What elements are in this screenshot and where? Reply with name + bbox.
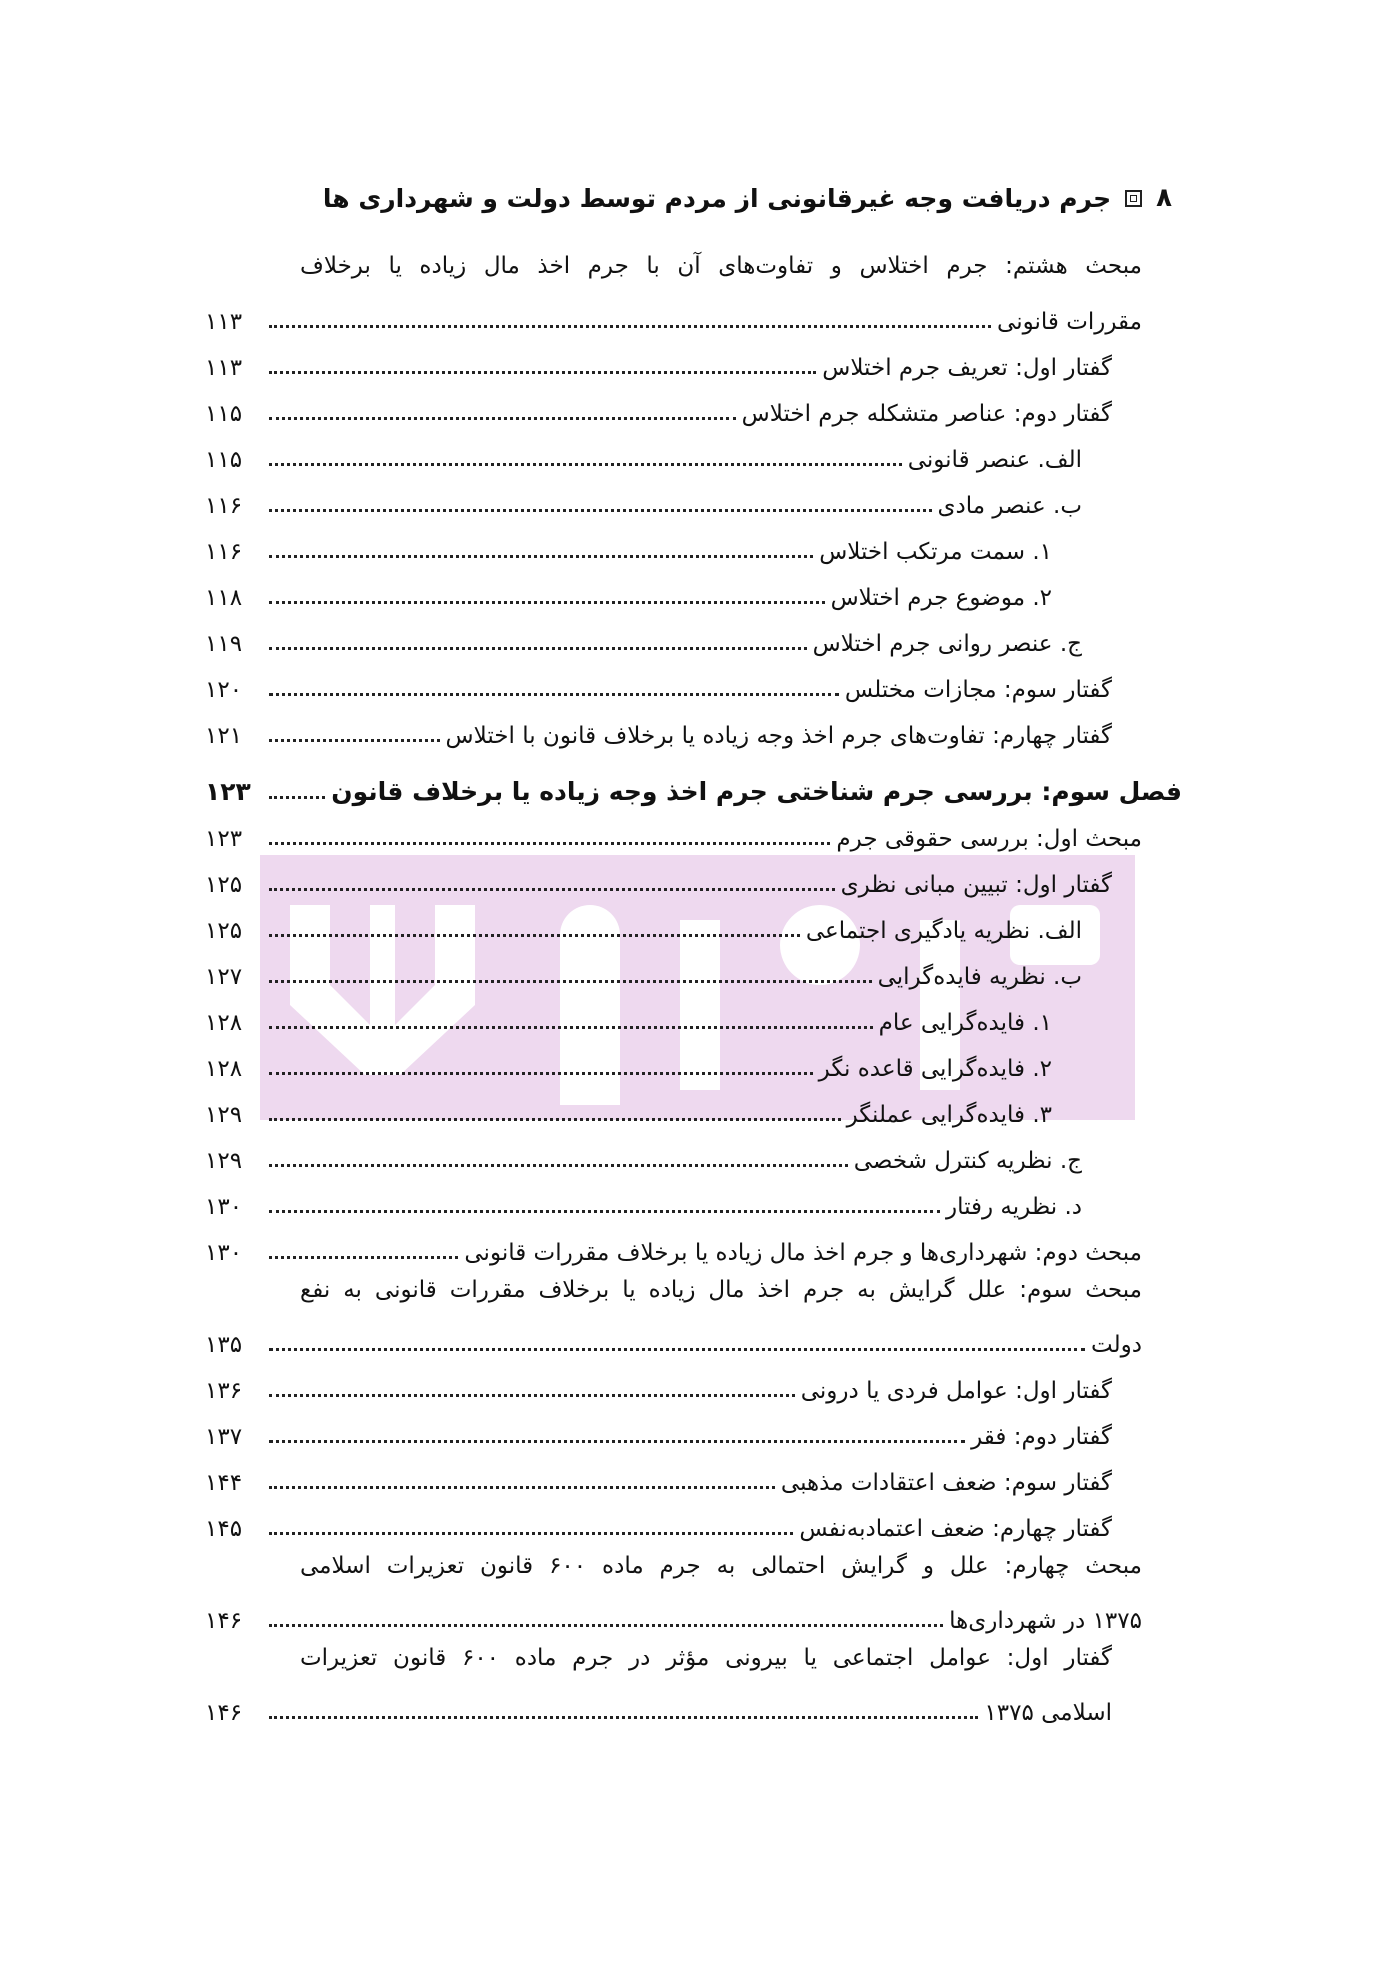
toc-entry-title: الف. نظریه یادگیری اجتماعی (805, 918, 1082, 944)
toc-entry-title: گفتار دوم: فقر (971, 1424, 1112, 1450)
dot-leader (269, 1440, 965, 1443)
toc-entry[interactable] (205, 659, 1112, 703)
book-title: جرم دریافت وجه غیرقانونی از مردم توسط دولت و شهرداری ها (322, 183, 1112, 213)
dot-leader (269, 647, 807, 650)
toc-entry[interactable] (205, 429, 1082, 473)
toc-page-number: ۱۱۳ (205, 355, 243, 381)
toc-page-number: ۱۴۶ (205, 1608, 243, 1634)
toc-entry[interactable] (205, 1130, 1082, 1174)
toc-entry[interactable] (205, 1452, 1112, 1496)
toc-entry[interactable] (205, 613, 1082, 657)
toc-page-number: ۱۱۹ (205, 631, 243, 657)
toc-page-number: ۱۲۷ (205, 964, 243, 990)
toc-entry-title: گفتار اول: عوامل فردی یا درونی (800, 1378, 1112, 1404)
dot-leader (269, 1072, 813, 1075)
toc-entry-title: دولت (1091, 1332, 1142, 1358)
toc-page-number: ۱۱۵ (205, 401, 243, 427)
toc-entry-title: مبحث اول: بررسی حقوقی جرم (836, 826, 1142, 852)
toc-entry[interactable] (205, 567, 1052, 611)
dot-leader (269, 1256, 458, 1259)
toc-entry-title: گفتار سوم: ضعف اعتقادات مذهبی (780, 1470, 1112, 1496)
dot-leader (269, 1164, 848, 1167)
dot-leader (269, 371, 816, 374)
toc-page-number: ۱۲۸ (205, 1056, 243, 1082)
toc-entry-title: ۲. موضوع جرم اختلاس (830, 585, 1052, 611)
toc-entry-text: مبحث هشتم: جرم اختلاس و تفاوت‌های آن با جرم اخذ مال زیاده یا برخلاف (300, 253, 1142, 279)
toc-entry-title: د. نظریه رفتار (945, 1194, 1082, 1220)
toc-entry-title: ۳. فایده‌گرایی عملنگر (846, 1102, 1052, 1128)
toc-page-number: ۱۴۶ (205, 1700, 243, 1726)
toc-entry-text: گفتار اول: عوامل اجتماعی یا بیرونی مؤثر در جرم ماده ۶۰۰ قانون تعزیرات (300, 1645, 1112, 1671)
toc-page-number: ۱۱۵ (205, 447, 243, 473)
toc-entry[interactable] (205, 1498, 1112, 1542)
toc-entry-title: الف. عنصر قانونی (907, 447, 1082, 473)
toc-entry-title: مبحث دوم: شهرداری‌ها و جرم اخذ مال زیاده یا برخلاف مقررات قانونی (464, 1240, 1142, 1266)
dot-leader (269, 980, 872, 983)
dot-leader (269, 1716, 978, 1719)
dot-leader (269, 739, 440, 742)
toc-entry[interactable] (205, 854, 1112, 898)
toc-page-number: ۱۳۰ (205, 1194, 243, 1220)
dot-leader (269, 1118, 841, 1121)
toc-entry-title: گفتار دوم: عناصر متشکله جرم اختلاس (741, 401, 1112, 427)
toc-entry-title: ۱. سمت مرتکب اختلاس (819, 539, 1052, 565)
dot-leader (269, 934, 800, 937)
toc-entry[interactable] (205, 946, 1082, 990)
toc-page-number: ۱۱۶ (205, 493, 243, 519)
toc-page-number: ۱۳۶ (205, 1378, 243, 1404)
toc-entry[interactable] (205, 900, 1082, 944)
toc-entry-title: فصل سوم: بررسی جرم شناختی جرم اخذ وجه زیاده یا برخلاف قانون (331, 777, 1182, 806)
toc-entry-title: ۱. فایده‌گرایی عام (878, 1010, 1052, 1036)
toc-page-number: ۱۲۳ (205, 826, 243, 852)
dot-leader (269, 463, 902, 466)
toc-entry[interactable] (205, 1682, 1112, 1726)
toc-entry-title: ج. عنصر روانی جرم اختلاس (812, 631, 1082, 657)
dot-leader (269, 1348, 1085, 1351)
dot-leader (269, 417, 736, 420)
dot-leader (269, 1210, 940, 1213)
dot-leader (269, 601, 825, 604)
toc-entry[interactable] (205, 383, 1112, 427)
toc-page-number: ۱۱۳ (205, 309, 243, 335)
dot-leader (269, 693, 839, 696)
page-number: ۸ (1156, 183, 1172, 213)
toc-entry-title: گفتار چهارم: تفاوت‌های جرم اخذ وجه زیاده یا برخلاف قانون با اختلاس (445, 723, 1112, 749)
toc-page-number: ۱۲۳ (205, 777, 251, 806)
toc-entry[interactable] (205, 705, 1112, 749)
toc-page-number: ۱۲۵ (205, 872, 243, 898)
dot-leader (269, 509, 932, 512)
toc-page-number: ۱۳۷ (205, 1424, 243, 1450)
toc-entry-text: مبحث چهارم: علل و گرایش احتمالی به جرم ماده ۶۰۰ قانون تعزیرات اسلامی (300, 1553, 1142, 1579)
dot-leader (269, 1394, 795, 1397)
toc-entry-title: گفتار چهارم: ضعف اعتمادبه‌نفس (799, 1516, 1112, 1542)
toc-entry[interactable] (205, 1038, 1052, 1082)
dot-leader (269, 1486, 775, 1489)
toc-page-number: ۱۲۹ (205, 1102, 243, 1128)
toc-page-number: ۱۱۸ (205, 585, 243, 611)
dot-leader (269, 796, 325, 799)
toc-entry[interactable] (205, 1360, 1112, 1404)
toc-entry-title: گفتار اول: تعریف جرم اختلاس (822, 355, 1112, 381)
toc-entry-title: مقررات قانونی (997, 309, 1142, 335)
toc-entry[interactable] (205, 1222, 1142, 1266)
toc-entry-title: ب. نظریه فایده‌گرایی (877, 964, 1082, 990)
dot-leader (269, 325, 991, 328)
toc-page-number: ۱۲۸ (205, 1010, 243, 1036)
toc-entry[interactable] (205, 808, 1142, 852)
toc-page-number: ۱۲۰ (205, 677, 243, 703)
toc-entry[interactable] (205, 475, 1082, 519)
toc-page-number: ۱۲۹ (205, 1148, 243, 1174)
toc-entry-title: ۲. فایده‌گرایی قاعده نگر (818, 1056, 1052, 1082)
toc-entry[interactable] (205, 1314, 1142, 1358)
toc-entry-title: گفتار اول: تبیین مبانی نظری (840, 872, 1112, 898)
toc-chapter-entry[interactable] (205, 762, 1182, 806)
toc-entry[interactable] (205, 1406, 1112, 1450)
toc-entry-text: مبحث سوم: علل گرایش به جرم اخذ مال زیاده یا برخلاف مقررات قانونی به نفع (300, 1277, 1142, 1303)
dot-leader (269, 555, 813, 558)
toc-page-number: ۱۲۵ (205, 918, 243, 944)
toc-page-number: ۱۱۶ (205, 539, 243, 565)
toc-entry[interactable] (205, 1590, 1142, 1634)
dot-leader (269, 842, 830, 845)
toc-entry[interactable] (205, 1084, 1052, 1128)
toc-entry-title: ب. عنصر مادی (937, 493, 1082, 519)
toc-page-number: ۱۳۵ (205, 1332, 243, 1358)
toc-entry[interactable] (205, 337, 1112, 381)
toc-page-number: ۱۴۵ (205, 1516, 243, 1542)
dot-leader (269, 888, 835, 891)
toc-page-number: ۱۳۰ (205, 1240, 243, 1266)
toc-entry-title: گفتار سوم: مجازات مختلس (844, 677, 1112, 703)
toc-entry-title: ۱۳۷۵ در شهرداری‌ها (949, 1608, 1142, 1634)
toc-entry-title: ج. نظریه کنترل شخصی (853, 1148, 1082, 1174)
running-header (323, 183, 1172, 213)
dot-leader (269, 1026, 873, 1029)
toc-entry[interactable] (205, 521, 1052, 565)
dot-leader (269, 1532, 793, 1535)
dot-leader (269, 1624, 943, 1627)
toc-entry[interactable] (205, 291, 1142, 335)
toc-entry-title: اسلامی ۱۳۷۵ (984, 1700, 1112, 1726)
header-ornament-icon (1125, 190, 1142, 207)
toc-page-number: ۱۲۱ (205, 723, 243, 749)
toc-entry[interactable] (205, 1176, 1082, 1220)
toc-entry[interactable] (205, 992, 1052, 1036)
toc-page-number: ۱۴۴ (205, 1470, 243, 1496)
